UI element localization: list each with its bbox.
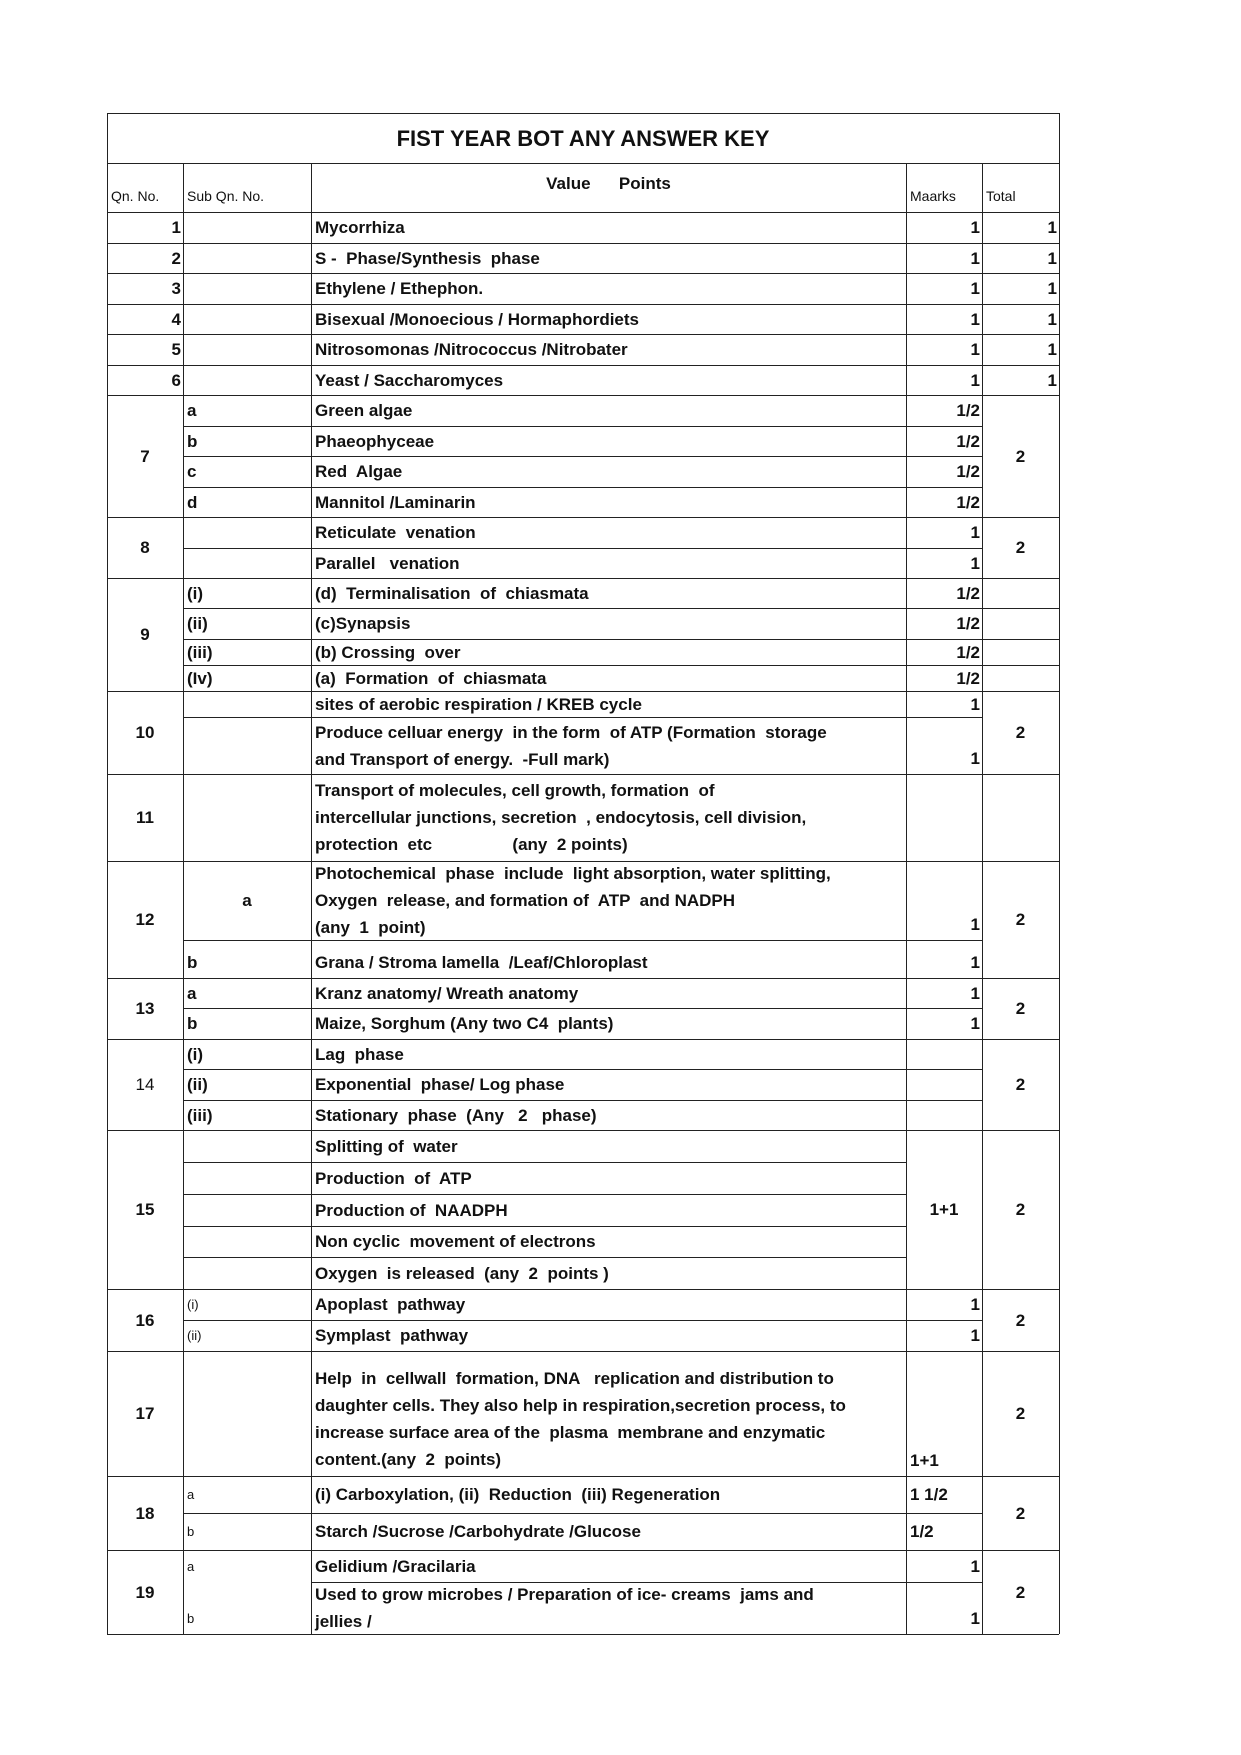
value-point-multiline bbox=[311, 1351, 906, 1476]
sub-qn: c bbox=[187, 462, 197, 481]
value-point: S - Phase/Synthesis phase bbox=[315, 248, 540, 268]
sub-qn: (iii) bbox=[187, 642, 213, 662]
value-line: (any 1 point) bbox=[315, 918, 426, 937]
total-value: 1 bbox=[1047, 370, 1057, 390]
sub-qn: b bbox=[187, 431, 198, 451]
total-value: 1 bbox=[1047, 340, 1057, 359]
value-point: Nitrosomonas /Nitrococcus /Nitrobater bbox=[315, 340, 628, 359]
sub-qn: b bbox=[187, 1524, 195, 1539]
qn-number: 5 bbox=[171, 340, 181, 359]
total-value: 2 bbox=[1015, 910, 1026, 929]
value-point: Mycorrhiza bbox=[315, 218, 405, 237]
marks-value: 1/2 bbox=[910, 1522, 934, 1541]
marks-value: 1 bbox=[970, 749, 980, 768]
marks-value: 1/2 bbox=[956, 583, 980, 603]
value-line: daughter cells. They also help in respiration,secretion process, to bbox=[315, 1396, 846, 1415]
value-line: Transport of molecules, cell growth, formation of bbox=[315, 781, 715, 800]
header-value-points: Value Points bbox=[546, 174, 671, 193]
total-value: 2 bbox=[1015, 446, 1026, 466]
value-point-multiline bbox=[311, 774, 906, 861]
sub-qn: (ii) bbox=[187, 614, 208, 633]
marks-value: 1 bbox=[970, 340, 980, 359]
total-value: 1 bbox=[1047, 309, 1057, 329]
header-sub-qn-no: Sub Qn. No. bbox=[187, 188, 265, 204]
qn-number: 3 bbox=[171, 279, 181, 298]
marks-value: 1 bbox=[970, 1609, 980, 1628]
marks-value: 1 bbox=[970, 279, 980, 298]
value-point: Yeast / Saccharomyces bbox=[315, 370, 504, 390]
marks-value: 1 bbox=[970, 983, 980, 1003]
value-point: Lag phase bbox=[315, 1044, 404, 1064]
value-point: Symplast pathway bbox=[315, 1326, 469, 1345]
qn-number: 6 bbox=[171, 370, 181, 390]
qn-number: 8 bbox=[140, 538, 150, 557]
value-line: jellies / bbox=[315, 1612, 372, 1631]
value-point: Parallel venation bbox=[315, 553, 460, 573]
sub-qn: a bbox=[187, 1558, 195, 1574]
value-point: Exponential phase/ Log phase bbox=[315, 1075, 565, 1094]
marks-value: 1 bbox=[970, 523, 980, 542]
value-point: Kranz anatomy/ Wreath anatomy bbox=[315, 983, 579, 1003]
value-point: sites of aerobic respiration / KREB cycle bbox=[315, 694, 642, 714]
qn-number: 11 bbox=[136, 808, 154, 827]
value-point: Grana / Stroma lamella /Leaf/Chloroplast bbox=[315, 953, 648, 972]
total-value: 2 bbox=[1015, 1075, 1026, 1094]
value-point: Stationary phase (Any 2 phase) bbox=[315, 1105, 597, 1125]
total-value: 1 bbox=[1047, 248, 1057, 268]
marks-value: 1/2 bbox=[956, 492, 980, 512]
marks-value: 1/2 bbox=[956, 614, 980, 633]
total-value: 2 bbox=[1015, 1310, 1026, 1330]
value-point: Phaeophyceae bbox=[315, 431, 435, 451]
total-value: 1 bbox=[1047, 218, 1057, 237]
marks-value: 1 bbox=[970, 1326, 980, 1345]
marks-value: 1 bbox=[970, 309, 980, 329]
sub-qn: b bbox=[187, 1611, 195, 1626]
grid-line bbox=[107, 1634, 1059, 1635]
value-point: Oxygen is released (any 2 points ) bbox=[315, 1263, 609, 1283]
total-value: 2 bbox=[1015, 723, 1026, 742]
qn-number: 14 bbox=[135, 1075, 155, 1094]
total-value: 1 bbox=[1047, 279, 1057, 298]
header-qn-no: Qn. No. bbox=[111, 188, 160, 204]
marks-value: 1/2 bbox=[956, 642, 980, 662]
total-value: 2 bbox=[1015, 999, 1026, 1018]
value-point: Mannitol /Laminarin bbox=[315, 492, 476, 512]
value-line: Produce celluar energy in the form of ATP (Formation storage bbox=[315, 722, 827, 742]
sub-qn: (Iv) bbox=[187, 668, 213, 688]
qn-number: 9 bbox=[140, 625, 150, 644]
value-point: Green algae bbox=[315, 401, 413, 420]
marks-value: 1+1 bbox=[910, 1451, 939, 1470]
value-point: Production of ATP bbox=[315, 1168, 472, 1188]
marks-value: 1/2 bbox=[956, 668, 980, 688]
sub-qn: b bbox=[187, 953, 198, 972]
value-line: increase surface area of the plasma membrane and enzymatic bbox=[315, 1423, 826, 1442]
value-point: (d) Terminalisation of chiasmata bbox=[315, 583, 589, 603]
qn-number: 17 bbox=[135, 1404, 155, 1423]
sub-qn: (i) bbox=[187, 1297, 199, 1312]
sub-qn: (iii) bbox=[187, 1105, 213, 1125]
qn-number: 18 bbox=[135, 1503, 155, 1523]
marks-value: 1/2 bbox=[956, 462, 980, 481]
sheet-title: FIST YEAR BOT ANY ANSWER KEY bbox=[396, 125, 770, 151]
value-point: Gelidium /Gracilaria bbox=[315, 1556, 476, 1576]
qn-number: 2 bbox=[171, 248, 181, 268]
value-point-multiline bbox=[311, 861, 906, 940]
value-line: Used to grow microbes / Preparation of ice- creams jams and bbox=[315, 1585, 814, 1604]
value-point: Bisexual /Monoecious / Hormaphordiets bbox=[315, 309, 640, 329]
qn-number: 15 bbox=[135, 1200, 155, 1219]
value-line: Oxygen release, and formation of ATP and NADPH bbox=[315, 891, 736, 910]
sub-qn: a bbox=[187, 401, 197, 420]
sub-qn: a bbox=[242, 891, 252, 910]
marks-value: 1 bbox=[970, 218, 980, 237]
total-value: 2 bbox=[1015, 1503, 1026, 1523]
sub-qn: (ii) bbox=[187, 1328, 202, 1343]
marks-value: 1 bbox=[970, 370, 980, 390]
marks-value: 1 bbox=[970, 1556, 980, 1576]
total-value: 2 bbox=[1015, 1582, 1026, 1602]
sub-qn: (ii) bbox=[187, 1075, 208, 1094]
header-marks: Maarks bbox=[910, 188, 956, 204]
marks-value: 1 bbox=[970, 915, 980, 934]
value-point: Maize, Sorghum (Any two C4 plants) bbox=[315, 1014, 614, 1033]
qn-number: 13 bbox=[135, 999, 155, 1018]
qn-number: 16 bbox=[135, 1310, 155, 1330]
sub-qn: b bbox=[187, 1014, 198, 1033]
marks-value: 1 bbox=[970, 1014, 980, 1033]
value-line: Help in cellwall formation, DNA replication and distribution to bbox=[315, 1369, 834, 1388]
qn-number: 1 bbox=[171, 218, 181, 237]
total-value: 2 bbox=[1015, 538, 1026, 557]
header-total: Total bbox=[986, 188, 1016, 204]
qn-number: 19 bbox=[135, 1582, 155, 1602]
sub-qn: d bbox=[187, 492, 198, 512]
sub-qn: (i) bbox=[187, 1044, 204, 1064]
marks-value: 1 bbox=[970, 1295, 980, 1314]
marks-value: 1/2 bbox=[956, 431, 980, 451]
value-line: protection etc (any 2 points) bbox=[315, 835, 628, 854]
answer-key-table bbox=[107, 113, 1059, 1638]
marks-value: 1+1 bbox=[929, 1200, 959, 1219]
value-point-multiline bbox=[311, 717, 906, 774]
value-point-multiline bbox=[311, 1582, 906, 1634]
marks-value: 1 bbox=[970, 953, 980, 972]
value-point: (a) Formation of chiasmata bbox=[315, 668, 547, 688]
value-point: Production of NAADPH bbox=[315, 1200, 508, 1220]
value-point: (b) Crossing over bbox=[315, 642, 461, 662]
marks-value: 1 bbox=[970, 553, 980, 573]
qn-number: 12 bbox=[135, 910, 155, 929]
value-point: (c)Synapsis bbox=[315, 614, 411, 633]
value-point: Apoplast pathway bbox=[315, 1295, 466, 1314]
qn-number: 7 bbox=[140, 446, 150, 466]
total-value: 2 bbox=[1015, 1200, 1026, 1219]
sub-qn: a bbox=[187, 1487, 195, 1502]
marks-value: 1 bbox=[970, 694, 980, 714]
value-point: (i) Carboxylation, (ii) Reduction (iii) Regeneration bbox=[315, 1485, 721, 1504]
value-point: Starch /Sucrose /Carbohydrate /Glucose bbox=[315, 1522, 641, 1541]
qn-number: 10 bbox=[135, 723, 155, 742]
value-point: Red Algae bbox=[315, 462, 403, 481]
sub-qn: a bbox=[187, 983, 197, 1003]
marks-value: 1 1/2 bbox=[910, 1485, 948, 1504]
marks-value: 1 bbox=[970, 248, 980, 268]
value-point: Non cyclic movement of electrons bbox=[315, 1232, 596, 1251]
value-line: and Transport of energy. -Full mark) bbox=[315, 749, 610, 769]
value-point: Ethylene / Ethephon. bbox=[315, 279, 484, 298]
value-line: intercellular junctions, secretion , endocytosis, cell division, bbox=[315, 808, 807, 827]
qn-number: 4 bbox=[171, 309, 181, 329]
value-point: Splitting of water bbox=[315, 1136, 458, 1156]
value-line: Photochemical phase include light absorption, water splitting, bbox=[315, 864, 831, 883]
total-value: 2 bbox=[1015, 1404, 1026, 1423]
grid-line bbox=[1059, 113, 1060, 1634]
marks-value: 1/2 bbox=[956, 401, 980, 420]
value-line: content.(any 2 points) bbox=[315, 1450, 502, 1469]
value-point: Reticulate venation bbox=[315, 523, 476, 542]
sub-qn: (i) bbox=[187, 583, 204, 603]
